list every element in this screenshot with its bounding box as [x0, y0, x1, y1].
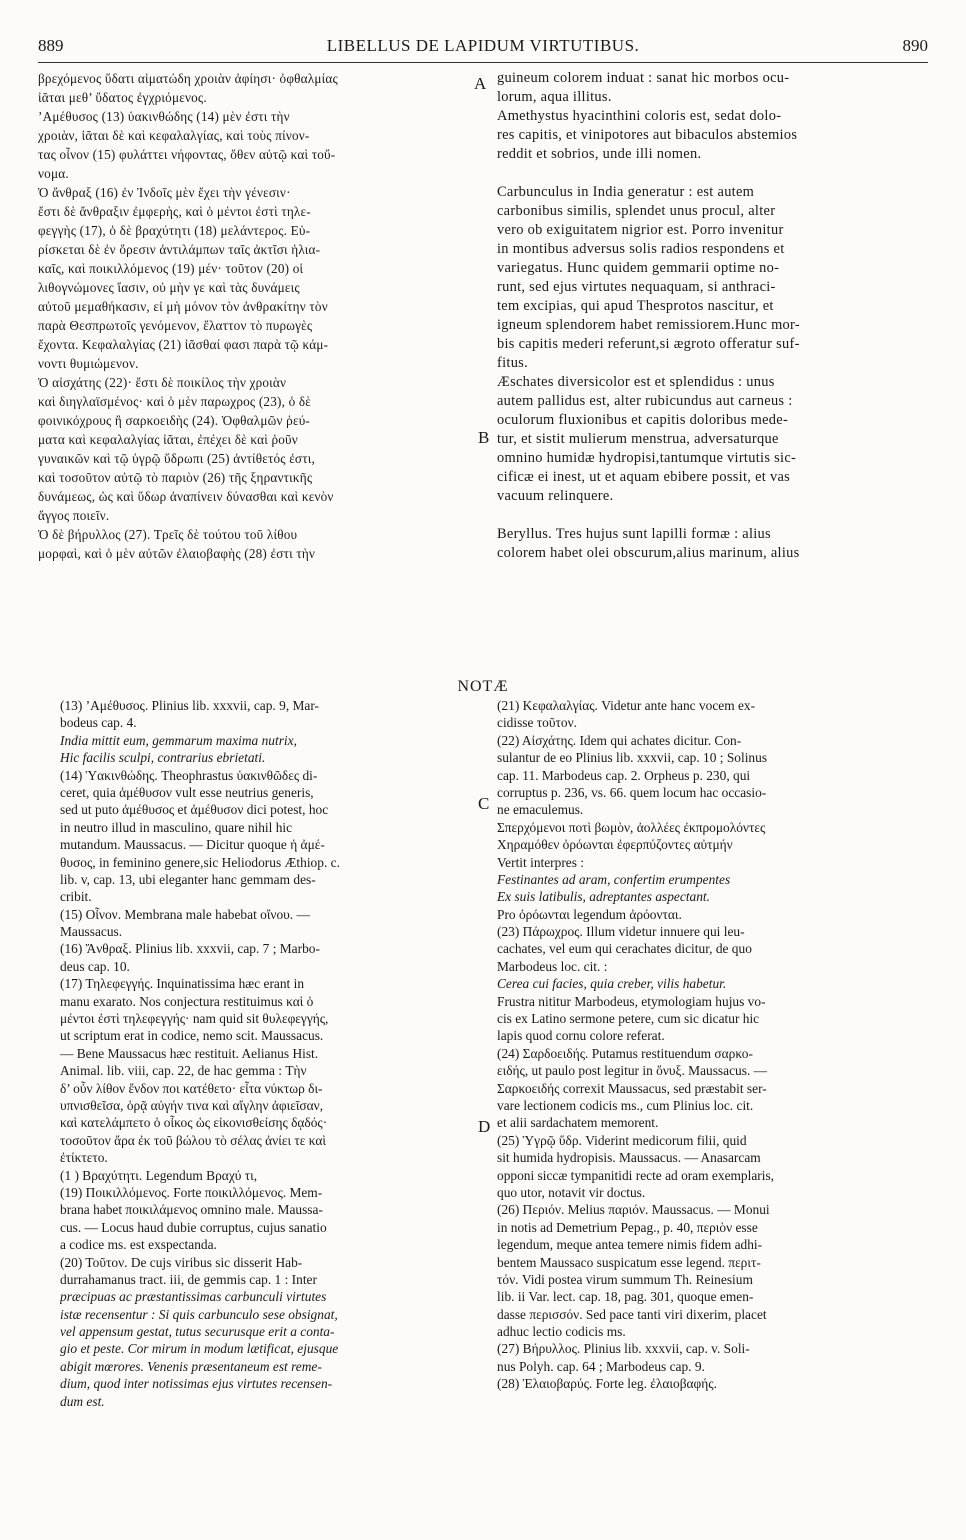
note-line: θυσος, in feminino genere,sic Heliodorus Æthiop. c.: [60, 854, 340, 870]
note-line: lib. v, cap. 13, ubi eleganter hanc gemmam des-: [60, 871, 316, 887]
note-line: corruptus p. 236, vs. 66. quem locum hac occasio-: [497, 784, 767, 800]
latin-line: [497, 164, 929, 183]
note-line: sed ut puto ἀμέθυσος et ἀμέθυσον dici potest, hoc: [60, 802, 329, 818]
note-line: Cerea cui facies, quia creber, vilis habetur.: [497, 976, 727, 992]
note-line: cap. 11. Marbodeus cap. 2. Orpheus p. 230, qui: [497, 767, 751, 783]
latin-line: tur, et sistit mulierum menstrua, adversaturque: [497, 431, 779, 447]
note-line: in neutro illud in masculino, quare nihil hic: [60, 819, 293, 835]
margin-letter-b: B: [478, 428, 490, 447]
note-line: sulantur de eo Plinius lib. xxxvii, cap. 10 ; Solinus: [497, 750, 768, 766]
note-line: δ’ οὖν λίθον ἔνδον ποι κατέθετο· εἶτα νύκτωρ δι-: [60, 1080, 323, 1096]
note-line: cachates, vel eum qui cerachates dicitur, de quo: [497, 941, 752, 957]
note-line: cidisse τοῦτον.: [497, 715, 577, 731]
note-line: Festinantes ad aram, confertim erumpentes: [497, 871, 731, 887]
margin-letter-d: D: [478, 1117, 491, 1136]
note-line: dium, quod inter notissimas ejus virtutes recensen-: [60, 1376, 333, 1392]
greek-line: ἰᾶται μεθ’ ὕδατος ἐγχριόμενος.: [38, 90, 207, 105]
note-line: lib. ii Var. lect. cap. 18, pag. 301, quoque emen-: [497, 1289, 754, 1305]
greek-line: φοινικόχρους ἢ σαρκοειδὴς (24). Ὀφθαλμῶν ῥεύ-: [38, 413, 311, 428]
note-line: (27) Βήρυλλος. Plinius lib. xxxvii, cap. v. Soli-: [497, 1341, 750, 1357]
notes-left-column: [60, 697, 472, 1410]
greek-line: ’Αμέθυσος (13) ὑακινθώδης (14) μὲν ἐστι τὴν: [38, 109, 290, 124]
note-line: (20) Τοῦτον. De cujs viribus sic disserit Hab-: [60, 1254, 303, 1270]
greek-line: δυνάμεως, ὡς καὶ ὕδωρ ἀναπίνειν δύνασθαι καὶ κενὸν: [38, 489, 334, 504]
note-line: (17) Τηλεφεγγής. Inquinatissima hæc erant in: [60, 976, 305, 992]
latin-line: variegatus. Hunc quidem gemmarii optime no-: [497, 260, 780, 276]
latin-line: igneum splendorem habet remissiorem.Hunc mor-: [497, 317, 800, 333]
latin-line: Carbunculus in India generatur : est autem: [497, 184, 755, 200]
note-line: Χηραμόθεν ὀρόωνται ἐφερπύζοντες αὐτμήν: [497, 837, 733, 853]
note-line: (15) Οἶνον. Membrana male habebat οἴνου. —: [60, 906, 310, 922]
note-line: mutandum. Maussacus. — Dicitur quoque ἡ ἀμέ-: [60, 837, 325, 853]
greek-line: νομα.: [38, 166, 69, 181]
latin-line: cificæ ei inest, ut et aquam ebibere possit, et vas: [497, 469, 791, 485]
note-line: quo utor, notavit vir doctus.: [497, 1184, 646, 1200]
note-line: abigit mœrores. Venenis præsentaneum est reme-: [60, 1358, 322, 1374]
latin-line: bis capitis mederi referunt,si ægroto offeratur suf-: [497, 336, 800, 352]
greek-line: χροιὰν, ἰᾶται δὲ καὶ κεφαλαλγίας, καὶ τοὺς πίνον-: [38, 128, 310, 143]
latin-line: lorum, aqua illitus.: [497, 89, 612, 105]
note-line: Maussacus.: [60, 924, 123, 940]
note-line: Pro ὀρόωνται legendum ἀρόονται.: [497, 906, 682, 922]
note-line: ut scriptum erat in codice, nemo scit. Maussacus.: [60, 1028, 324, 1044]
greek-line: ἔστι δὲ ἄνθραξιν ἐμφερὴς, καὶ ὁ μέντοι ἐστὶ τηλε-: [38, 204, 311, 219]
note-line: vare lectionem codicis ms., cum Plinius loc. cit.: [497, 1097, 754, 1113]
note-line: a codice ms. est exspectanda.: [60, 1237, 217, 1253]
note-line: (23) Πάρωχρος. Illum videtur innuere qui leu-: [497, 924, 745, 940]
latin-line: autem pallidus est, alter rubicundus aut carneus :: [497, 393, 793, 409]
greek-line: Ὁ αἰσχάτης (22)· ἔστι δὲ ποικίλος τὴν χροιὰν: [38, 375, 287, 390]
note-line: (24) Σαρδοειδής. Putamus restituendum σαρκο-: [497, 1045, 753, 1061]
greek-text-column: [38, 69, 487, 563]
greek-line: νοντι θυμιώμενον.: [38, 356, 139, 371]
running-header: [38, 36, 928, 58]
greek-line: τας οἶνον (15) φυλάττει νήφοντας, ὅθεν αὐτῷ καὶ τοὔ-: [38, 147, 336, 162]
greek-line: ἄγγος ποιεῖν.: [38, 508, 110, 523]
note-line: Ex suis latibulis, adreptantes aspectant.: [497, 889, 710, 905]
latin-line: Amethystus hyacinthini coloris est, sedat dolo-: [497, 108, 782, 124]
note-line: — Bene Maussacus hæc restituit. Aelianus Hist.: [60, 1045, 319, 1061]
greek-line: καῖς, καὶ ποικιλλόμενος (19) μέν· τοῦτον (20) οἱ: [38, 261, 304, 276]
note-line: Σπερχόμενοι ποτὶ βωμὸν, ἀολλέες ἐκπρομολόντες: [497, 819, 766, 835]
greek-line: βρεχόμενος ὕδατι αἱματώδη χροιὰν ἀφίησι· ὀφθαλμίας: [38, 71, 338, 86]
note-line: bentem Maussaco suspicatum esse legend. περιτ-: [497, 1254, 761, 1270]
greek-line: μορφαὶ, καὶ ὁ μὲν αὐτῶν ἐλαιοβαφὴς (28) ἐστι τὴν: [38, 546, 316, 561]
greek-line: καὶ τοσοῦτον αὐτῷ τὸ παριὸν (26) τῆς ξηραντικῆς: [38, 470, 313, 485]
note-line: Frustra nititur Marbodeus, etymologiam hujus vo-: [497, 993, 766, 1009]
note-line: (16) Ἄνθραξ. Plinius lib. xxxvii, cap. 7 ; Marbo-: [60, 941, 320, 957]
note-line: ne emaculemus.: [497, 802, 584, 818]
note-line: cis ex Latino sermone petere, cum sic dicatur hic: [497, 1011, 760, 1027]
note-line: adhuc lectio codicis ms.: [497, 1324, 626, 1340]
latin-line: fitus.: [497, 355, 528, 371]
note-line: Vertit interpres :: [497, 854, 585, 870]
greek-line: γυναικῶν καὶ τῷ ὑγρῷ ὕδρωπι (25) ἀντίθετός ἐστι,: [38, 451, 315, 466]
note-line: nus Polyh. cap. 64 ; Marbodeus cap. 9.: [497, 1358, 705, 1374]
latin-line: vero ob exiguitatem nigrior est. Porro invenitur: [497, 222, 784, 238]
note-line: (28) Ἐλαιοβαρύς. Forte leg. ἐλαιοβαφής.: [497, 1376, 717, 1392]
greek-line: παρὰ Θεσπρωτοῖς γενόμενον, ἔλαττον τὸ πυρωγὲς: [38, 318, 313, 333]
latin-line: Beryllus. Tres hujus sunt lapilli formæ : alius: [497, 526, 771, 542]
greek-line: καὶ διηγλαϊσμένος· καὶ ὁ μὲν παρωχρος (23), ὁ δὲ: [38, 394, 312, 409]
right-page-number: 890: [902, 36, 928, 55]
greek-line: ρίσκεται δὲ ἐν ὄρεσιν ἀντιλάμπων ταῖς ἀκτῖσι ἡλια-: [38, 242, 321, 257]
note-line: dasse περισσόν. Sed pace tanti viri dixerim, placet: [497, 1306, 767, 1322]
note-line: μέντοι ἐστὶ τηλεφεγγής· nam quid sit θυλεφεγγής,: [60, 1011, 329, 1027]
note-line: ειδής, ut paulo post legitur in ὄνυξ. Maussacus. —: [497, 1063, 768, 1079]
latin-line: carbonibus similis, splendet unus procul, alter: [497, 203, 776, 219]
note-line: lapis quod cornu colore referat.: [497, 1028, 665, 1044]
note-line: (25) Ὑγρῷ ὕδρ. Viderint medicorum filii, quid: [497, 1132, 747, 1148]
greek-line: Ὁ ἄνθραξ (16) ἐν Ἰνδοῖς μὲν ἔχει τὴν γένεσιν·: [38, 185, 291, 200]
greek-line: αὐτοῦ μεμαθήκασιν, εἰ μὴ μόνον τὸν ἀνθρακίτην τὸν: [38, 299, 328, 314]
greek-line: φεγγὴς (17), ὁ δὲ βραχύτητι (18) μελάντερος. Εὑ-: [38, 223, 311, 238]
note-line: et alii sardachatem memorent.: [497, 1115, 659, 1131]
notes-right-column: [497, 697, 929, 1393]
greek-line: ματα καὶ κεφαλαλγίας ἰᾶται, ἐπέχει δὲ καὶ ῥοῦν: [38, 432, 298, 447]
note-line: Animal. lib. viii, cap. 22, de hac gemma : Τὴν: [60, 1063, 307, 1079]
note-line: gio et peste. Cor mirum in modum lætificat, ejusque: [60, 1341, 339, 1357]
note-line: καὶ κατελάμπετο ὁ οἶκος ὡς εἰκονισθείσης δᾳδός·: [60, 1115, 328, 1131]
note-line: τόν. Vidi postea virum summum Th. Reinesium: [497, 1271, 753, 1287]
note-line: bodeus cap. 4.: [60, 715, 137, 731]
greek-line: Ὁ δὲ βήρυλλος (27). Τρεῖς δὲ τούτου τοῦ λίθου: [38, 527, 298, 542]
margin-letter-a: A: [474, 74, 487, 93]
note-line: India mittit eum, gemmarum maxima nutrix,: [60, 732, 297, 748]
note-line: dum est.: [60, 1393, 105, 1409]
latin-line: runt, sed ejus virtutes nequaquam, si anthraci-: [497, 279, 776, 295]
latin-line: tem excipias, qui apud Thesprotos nascitur, et: [497, 298, 774, 314]
note-line: Marbodeus loc. cit. :: [497, 958, 608, 974]
note-line: ceret, quia ἀμέθυσον vult esse neutrius generis,: [60, 784, 314, 800]
note-line: cribit.: [60, 889, 92, 905]
note-line: Hic facilis sculpi, contrarius ebrietati.: [60, 750, 266, 766]
note-line: legendum, meque antea temere nimis fidem adhi-: [497, 1237, 763, 1253]
note-line: Σαρκοειδής correxit Maussacus, sed præstabit ser-: [497, 1080, 767, 1096]
note-line: præcipuas ac præstantissimas carbunculi virtutes: [60, 1289, 327, 1305]
note-line: manu exarato. Nos conjectura restituimus καὶ ὁ: [60, 993, 314, 1009]
latin-line: guineum colorem induat : sanat hic morbos ocu-: [497, 70, 790, 86]
latin-line: res capitis, et vinipotores aut bibaculos abstemios: [497, 127, 798, 143]
margin-letter-c: C: [478, 794, 490, 813]
greek-line: ἔχοντα. Κεφαλαλγίας (21) ἰᾶσθαί φασι παρὰ τῷ κάμ-: [38, 337, 329, 352]
note-line: (14) Ὑακινθώδης. Theophrastus ὑακινθῶδες di-: [60, 767, 318, 783]
latin-line: Æschates diversicolor est et splendidus : unus: [497, 374, 775, 390]
note-line: istæ recensentur : Si quis carbunculo sese obsignat,: [60, 1306, 338, 1322]
note-line: (26) Περιόν. Melius παριόν. Maussacus. — Monui: [497, 1202, 770, 1218]
running-title: LIBELLUS DE LAPIDUM VIRTUTIBUS.: [326, 36, 640, 55]
notes-heading: NOTÆ: [457, 678, 509, 695]
note-line: (22) Αἰσχάτης. Idem qui achates dicitur. Con-: [497, 732, 742, 748]
note-line: sit humida hydropisis. Maussacus. — Anasarcam: [497, 1150, 761, 1166]
latin-line: omnino humidæ hydropisi,tantumque virtutis sic-: [497, 450, 797, 466]
note-line: τοσοῦτον ἄρα ἐκ τοῦ βώλου τὸ σέλας ἀνίει τε καὶ: [60, 1132, 326, 1148]
note-line: ἐτίκτετο.: [60, 1150, 108, 1166]
greek-line: λιθογνώμονες ἴασιν, οὐ μὴν γε καὶ τὰς δυνάμεις: [38, 280, 300, 295]
latin-line: in montibus adversus solis radios respondens et: [497, 241, 785, 257]
note-line: in notis ad Demetrium Pepag., p. 40, περιὸν esse: [497, 1219, 758, 1235]
note-line: durrahamanus tract. iii, de gemmis cap. 1 : Inter: [60, 1271, 317, 1287]
latin-text-column: [497, 69, 929, 563]
note-line: (13) ’Αμέθυσος. Plinius lib. xxxvii, cap. 9, Mar-: [60, 698, 320, 713]
note-line: (1 ) Βραχύτητι. Legendum Βραχύ τι,: [60, 1167, 258, 1183]
note-line: brana habet ποικιλάμενος omnino male. Maussa-: [60, 1202, 323, 1218]
note-line: (19) Ποικιλλόμενος. Forte ποικιλλόμενος. Mem-: [60, 1184, 323, 1200]
latin-line: reddit et sobrios, unde illi nomen.: [497, 146, 702, 162]
note-line: vel appensum gestat, tutus securusque erit a conta-: [60, 1324, 335, 1340]
latin-line: colorem habet olei obscurum,alius marinum, alius: [497, 545, 800, 561]
note-line: opponi siccæ tympanitidi recte ad oram exemplaris,: [497, 1167, 775, 1183]
note-line: (21) Κεφαλαλγίας. Videtur ante hanc vocem ex-: [497, 698, 756, 713]
note-line: cus. — Locus haud dubie corruptus, cujus sanatio: [60, 1219, 327, 1235]
note-line: deus cap. 10.: [60, 958, 130, 974]
latin-line: oculorum fluxionibus et capitis doloribus mede-: [497, 412, 789, 428]
latin-line: [497, 506, 929, 525]
note-line: υπνισθεῖσα, ὁρᾷ αὐγήν τινα καὶ αἴγλην ἀφιεῖσαν,: [60, 1097, 324, 1113]
latin-line: vacuum relinquere.: [497, 488, 614, 504]
header-rule: [38, 62, 928, 63]
left-page-number: 889: [38, 36, 64, 55]
